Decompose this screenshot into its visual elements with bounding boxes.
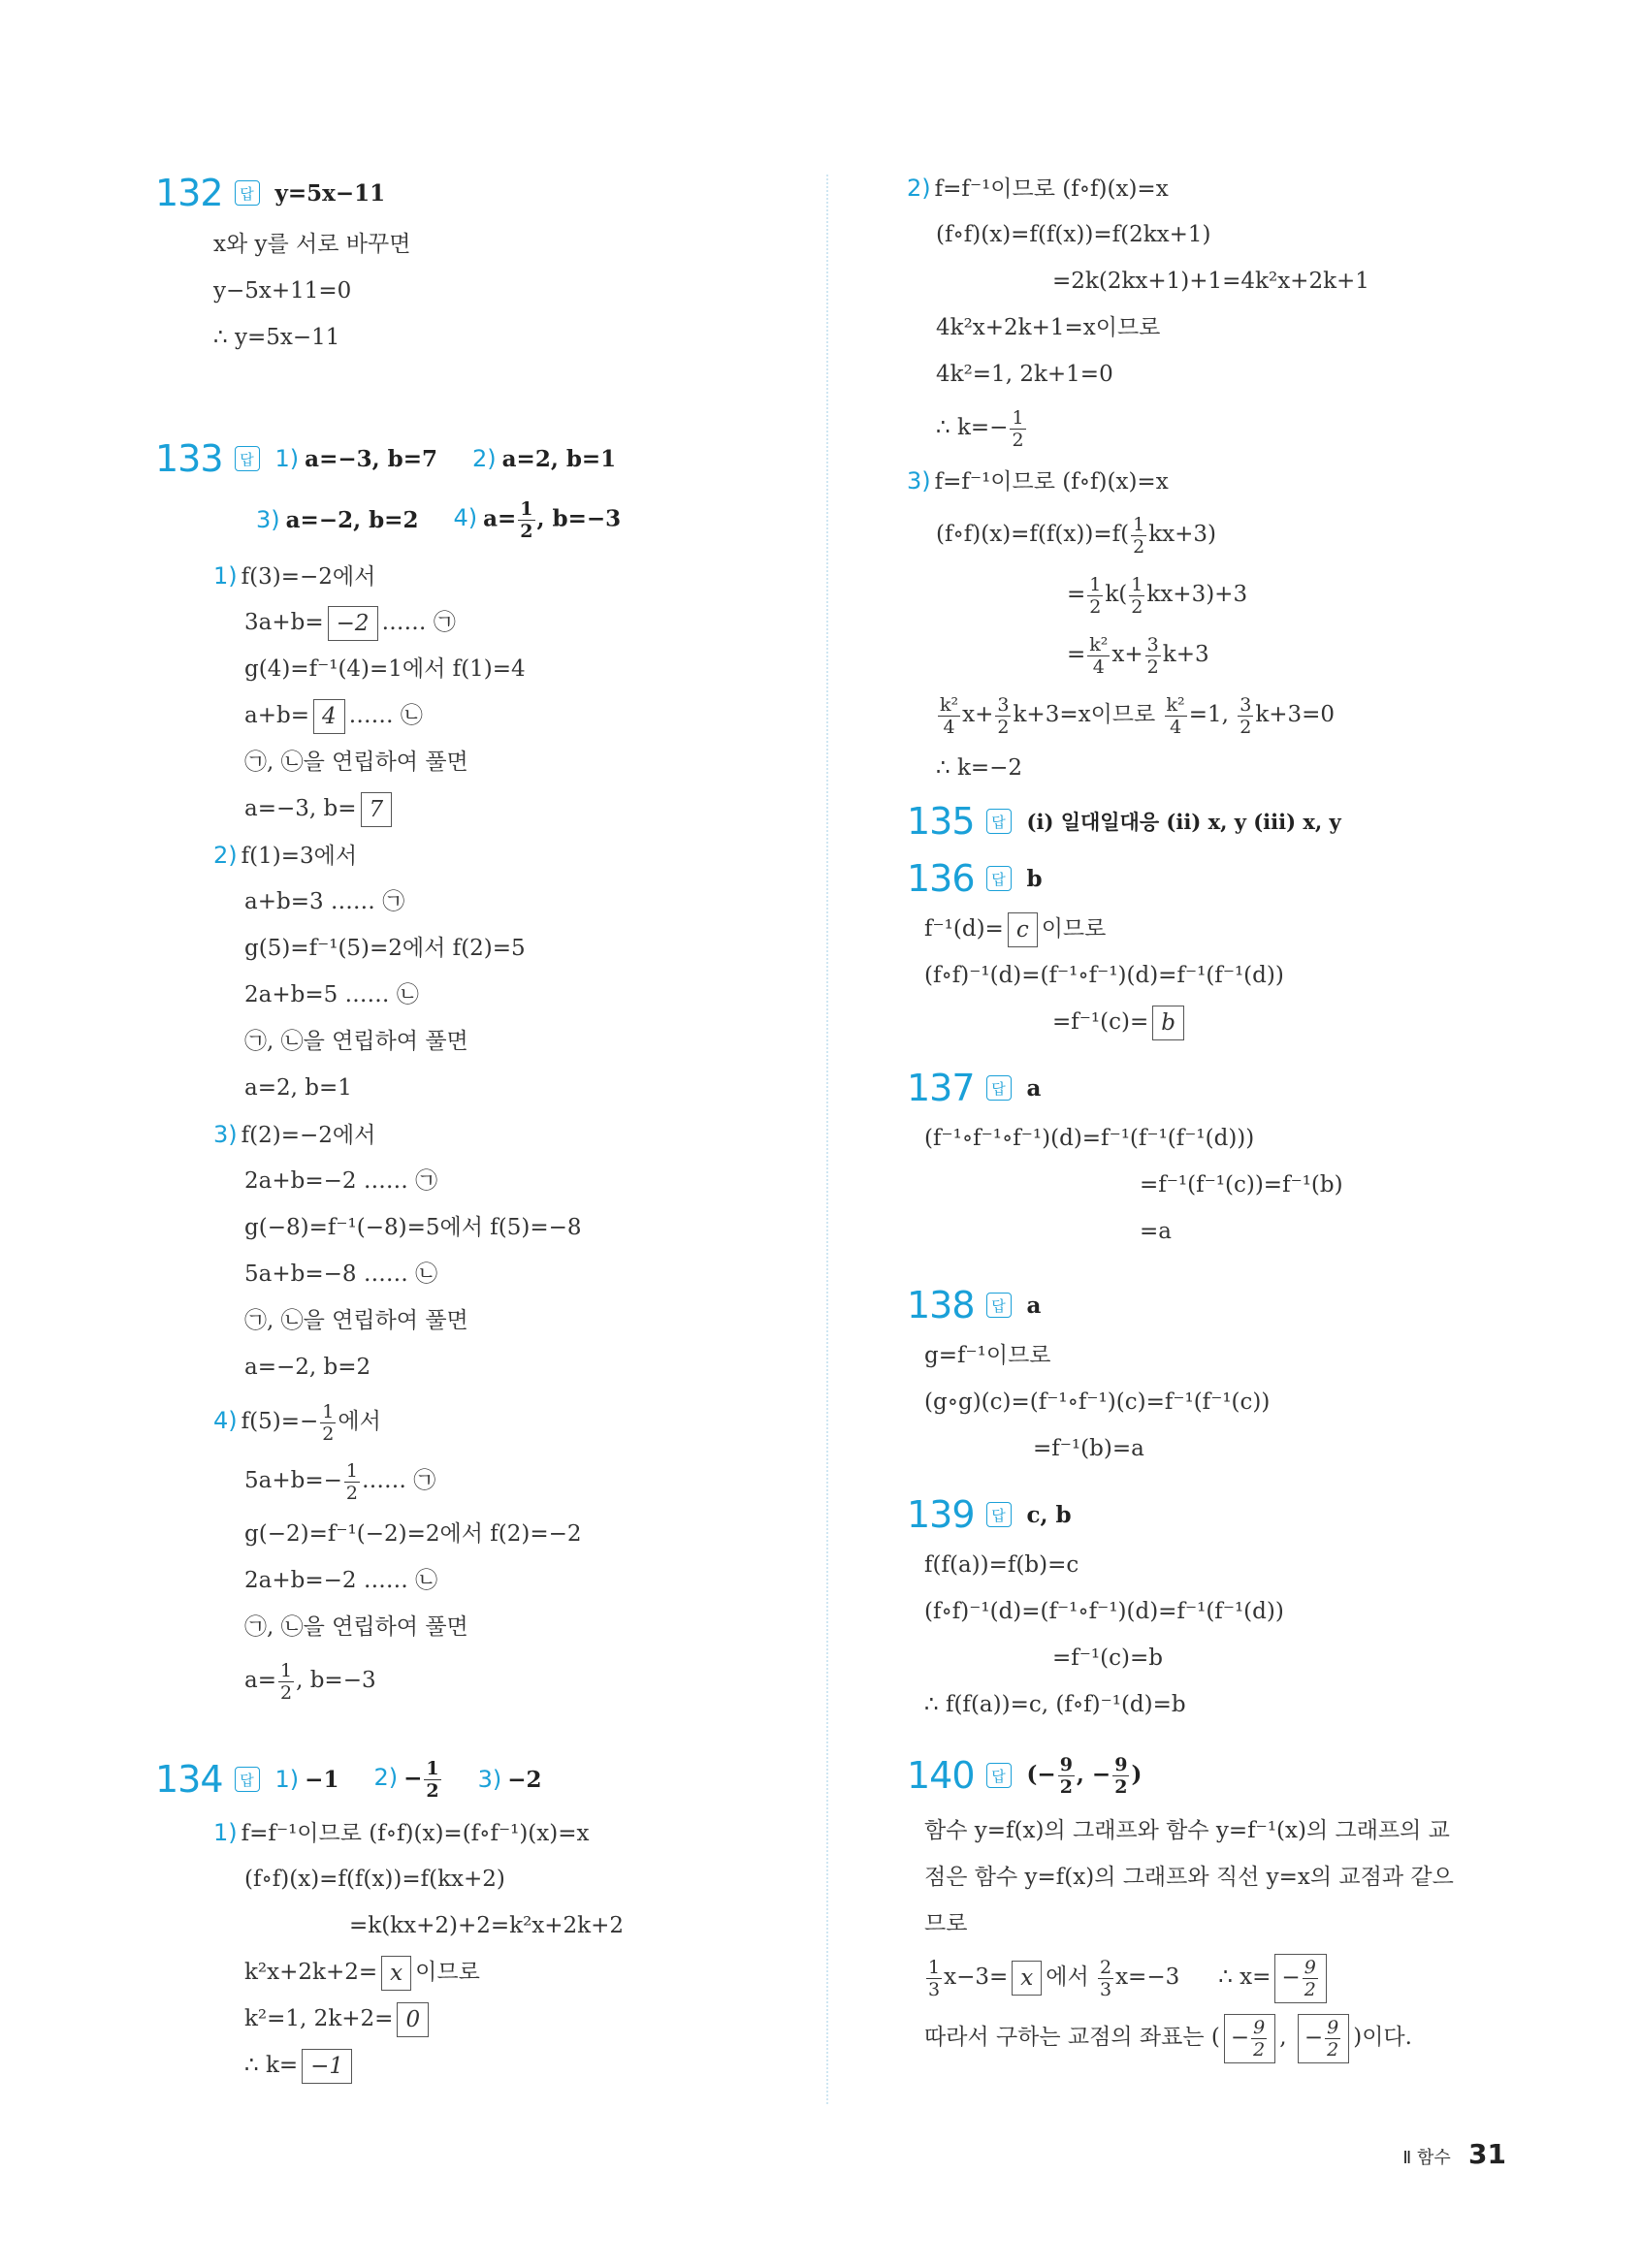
answer-1: 1) −1	[274, 1766, 339, 1793]
solution-line: 2a+b=−2 …… ㉠	[244, 1168, 438, 1194]
page-number: 31	[1468, 2138, 1506, 2170]
solution-line: 1) f(3)=−2에서	[213, 562, 376, 590]
solution-line: g(−8)=f⁻¹(−8)=5에서 f(5)=−8	[244, 1215, 582, 1240]
solution-line: k²=1, 2k+2= 0	[155, 1996, 824, 2042]
answer-tag: 답	[986, 1763, 1012, 1788]
solution-line: ∴ k=−2	[936, 755, 1023, 781]
solution-line: 4k²=1, 2k+1=0	[936, 362, 1113, 387]
solution-line: 함수 y=f(x)의 그래프와 함수 y=f⁻¹(x)의 그래프의 교	[924, 1818, 1450, 1843]
answer: b	[1026, 865, 1043, 892]
solution-line: ∴ k= −1	[155, 2042, 824, 2089]
answer: (i) 일대일대응 (ii) x, y (iii) x, y	[1026, 810, 1341, 834]
answer-tag: 답	[235, 180, 260, 206]
solution-line: =f⁻¹(b)=a	[1033, 1436, 1144, 1461]
solution-line: ∴ f(f(a))=c, (f∘f)⁻¹(d)=b	[924, 1692, 1186, 1717]
solution-line: a+b= 4 …… ㉡	[155, 692, 824, 739]
problem-134	[155, 1749, 824, 2089]
solution-line: (g∘g)(c)=(f⁻¹∘f⁻¹)(c)=f⁻¹(f⁻¹(c))	[924, 1390, 1271, 1415]
solution-line: =f⁻¹(c)= b	[907, 999, 1528, 1045]
problem-number: 140	[907, 1754, 975, 1797]
answer-tag: 답	[986, 1293, 1012, 1318]
problem-132	[155, 165, 824, 361]
answer: (− $\frac{9}{2}$ , − $\frac{9}{2}$ )	[1026, 1753, 1143, 1798]
solution-line: (f∘f)⁻¹(d)=(f⁻¹∘f⁻¹)(d)=f⁻¹(f⁻¹(d))	[924, 1599, 1284, 1624]
answer-4: 4) a= $\frac{1}{2}$ , b=−3	[453, 497, 622, 542]
answer-tag: 답	[986, 809, 1012, 834]
solution-line: 므로	[924, 1911, 968, 1936]
answer-tag: 답	[986, 1075, 1012, 1101]
solution-line: $\frac{\text{k²}}{4}$ x+ $\frac{3}{2}$ k+3=x이므로 $\frac{\text{k²}}{4}$ =1, $\frac{3}{2}$ k+3=0	[940, 693, 1336, 738]
solution-line: 5a+b=− $\frac{1}{2}$ …… ㉠	[244, 1459, 436, 1504]
answer-tag: 답	[235, 446, 260, 471]
problem-137	[907, 1061, 1528, 1255]
solution-line: 4k²x+2k+1=x이므로	[936, 315, 1161, 340]
solution-line: = $\frac{\text{k²}}{4}$ x+ $\frac{3}{2}$ k+3	[1067, 633, 1209, 678]
column-divider	[826, 175, 828, 2104]
solution-line: ㉠, ㉡을 연립하여 풀면	[244, 1308, 468, 1333]
problem-140	[907, 1743, 1528, 2067]
solution-line: ㉠, ㉡을 연립하여 풀면	[244, 750, 468, 775]
solution-line: 5a+b=−8 …… ㉡	[244, 1262, 438, 1287]
solution-line: g(−2)=f⁻¹(−2)=2에서 f(2)=−2	[244, 1521, 582, 1547]
solution-line: =k(kx+2)+2=k²x+2k+2	[349, 1913, 625, 1938]
solution-line: k²x+2k+2= x 이므로	[155, 1949, 824, 1996]
answer-1: 1) a=−3, b=7	[274, 445, 437, 472]
answer: a	[1026, 1074, 1042, 1102]
problem-136	[907, 851, 1528, 1045]
solution-line: f(f(a))=f(b)=c	[924, 1552, 1079, 1578]
solution-line: $\frac{1}{3}$ x−3= x 에서 $\frac{2}{3}$ x=−3 ∴ x= − $\frac{9}{2}$	[907, 1947, 1528, 2007]
solution-line: g(4)=f⁻¹(4)=1에서 f(1)=4	[244, 656, 526, 682]
answer-2: 2) a=2, b=1	[472, 445, 617, 472]
solution-line: =2k(2kx+1)+1=4k²x+2k+1	[1052, 269, 1369, 294]
answer-tag: 답	[986, 1502, 1012, 1527]
answer: y=5x−11	[274, 179, 386, 207]
solution-line: a=−2, b=2	[244, 1355, 371, 1380]
solution-line: ∴ k=− $\frac{1}{2}$	[936, 406, 1024, 451]
solution-line: a=2, b=1	[244, 1075, 352, 1101]
problem-133	[155, 431, 824, 1710]
solution-line: =a	[1140, 1219, 1172, 1244]
solution-line: g(5)=f⁻¹(5)=2에서 f(2)=5	[244, 936, 526, 961]
solution-line: 4) f(5)=− $\frac{1}{2}$ 에서	[213, 1400, 381, 1445]
answer: a	[1026, 1292, 1042, 1319]
problem-number: 132	[155, 172, 223, 214]
left-column	[155, 165, 824, 2089]
solution-line: a=−3, b= 7	[155, 785, 824, 832]
solution-line: (f⁻¹∘f⁻¹∘f⁻¹)(d)=f⁻¹(f⁻¹(f⁻¹(d)))	[924, 1126, 1255, 1151]
solution-line: a= $\frac{1}{2}$ , b=−3	[244, 1659, 376, 1704]
answer: c, b	[1026, 1501, 1072, 1528]
problem-134-continued	[907, 165, 1528, 791]
solution-line: a+b=3 …… ㉠	[244, 889, 405, 914]
problem-number: 136	[907, 857, 975, 900]
solution-line: g=f⁻¹이므로	[924, 1343, 1051, 1368]
right-column	[907, 165, 1528, 2067]
problem-number: 137	[907, 1067, 975, 1109]
solution-line: (f∘f)(x)=f(f(x))=f(kx+2)	[244, 1867, 505, 1892]
answer-tag: 답	[235, 1767, 260, 1792]
solution-line: ㉠, ㉡을 연립하여 풀면	[244, 1614, 468, 1640]
solution-line: (f∘f)(x)=f(f(x))=f(2kx+1)	[936, 222, 1211, 247]
solution-line: 따라서 구하는 교점의 좌표는 ( − $\frac{9}{2}$ , − $\frac{9}{2}$ )이다.	[907, 2007, 1528, 2067]
problem-number: 135	[907, 800, 975, 843]
problem-number: 133	[155, 437, 223, 480]
solution-line: 3a+b= −2 …… ㉠	[155, 599, 824, 646]
solution-line: ㉠, ㉡을 연립하여 풀면	[244, 1029, 468, 1054]
problem-number: 139	[907, 1493, 975, 1536]
solution-line: 2) f(1)=3에서	[213, 842, 358, 869]
solution-line: 2) f=f⁻¹이므로 (f∘f)(x)=x	[907, 175, 1169, 202]
solution-line: 점은 함수 y=f(x)의 그래프와 직선 y=x의 교점과 같으	[924, 1865, 1454, 1890]
chapter-label: Ⅱ 함수	[1402, 2148, 1451, 2168]
problem-number: 134	[155, 1758, 223, 1801]
solution-line: 2a+b=−2 …… ㉡	[244, 1568, 438, 1593]
solution-line: =f⁻¹(c)=b	[1052, 1645, 1163, 1671]
solution-line: (f∘f)⁻¹(d)=(f⁻¹∘f⁻¹)(d)=f⁻¹(f⁻¹(d))	[924, 963, 1284, 988]
solution-line: = $\frac{1}{2}$ k( $\frac{1}{2}$ kx+3)+3	[1067, 573, 1248, 618]
solution-line: 3) f(2)=−2에서	[213, 1121, 376, 1148]
solution-line: 3) f=f⁻¹이므로 (f∘f)(x)=x	[907, 467, 1169, 495]
answer-tag: 답	[986, 866, 1012, 891]
solution-line: (f∘f)(x)=f(f(x))=f( $\frac{1}{2}$ kx+3)	[936, 513, 1216, 558]
problem-138	[907, 1278, 1528, 1472]
solution-line: ∴ y=5x−11	[213, 325, 340, 350]
solution-line: x와 y를 서로 바꾸면	[213, 232, 411, 257]
problem-135	[907, 791, 1528, 851]
solution-line: 2a+b=5 …… ㉡	[244, 982, 419, 1007]
answer-2: 2) − $\frac{1}{2}$	[373, 1757, 439, 1802]
solution-line: =f⁻¹(f⁻¹(c))=f⁻¹(b)	[1140, 1172, 1343, 1198]
solution-line: 1) f=f⁻¹이므로 (f∘f)(x)=(f∘f⁻¹)(x)=x	[213, 1819, 590, 1846]
problem-139	[907, 1487, 1528, 1728]
page-footer	[1402, 2138, 1506, 2170]
solution-line: y−5x+11=0	[213, 278, 352, 303]
answer-3: 3) −2	[477, 1766, 542, 1793]
solution-line: f⁻¹(d)= c 이므로	[907, 906, 1528, 952]
problem-number: 138	[907, 1284, 975, 1326]
answer-3: 3) a=−2, b=2	[256, 506, 419, 533]
